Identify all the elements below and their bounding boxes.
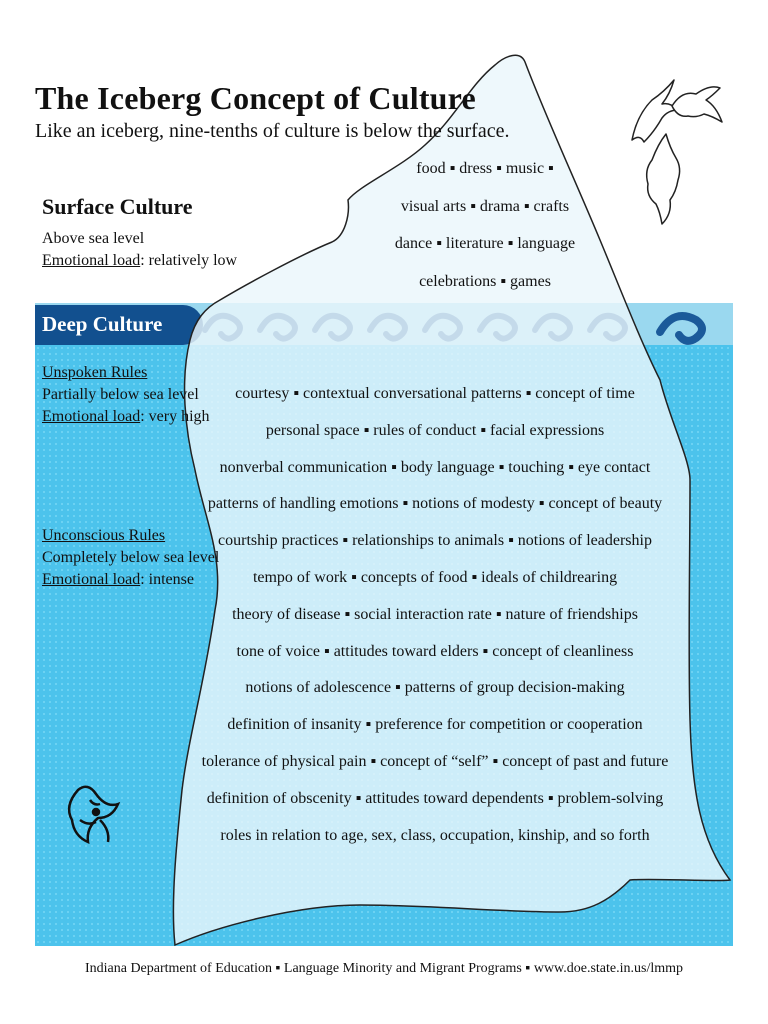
unconscious-level-text: Completely below sea level	[42, 549, 220, 566]
deep-item: definition of obscenity ▪ attitudes toward dependents ▪ problem-solving	[206, 789, 664, 807]
deep-item: tolerance of physical pain ▪ concept of “self” ▪ concept of past and future	[201, 752, 669, 770]
deep-item: personal space ▪ rules of conduct ▪ facial expressions	[265, 421, 605, 439]
deep-item: roles in relation to age, sex, class, occupation, kinship, and so forth	[220, 826, 650, 844]
page-footer: Indiana Department of Education ▪ Language Minority and Migrant Programs ▪ www.doe.state.in.us/lmmp	[84, 961, 684, 976]
deep-item: tempo of work ▪ concepts of food ▪ ideals of childrearing	[252, 568, 618, 586]
deep-item: notions of adolescence ▪ patterns of group decision-making	[245, 679, 625, 697]
unspoken-rules-heading: Unspoken Rules	[42, 364, 148, 381]
surface-culture-heading: Surface Culture	[42, 194, 193, 219]
deep-item: nonverbal communication ▪ body language ▪ touching ▪ eye contact	[219, 458, 651, 476]
unspoken-rules-info	[42, 362, 210, 428]
unconscious-rules-info	[42, 525, 219, 591]
deep-item: theory of disease ▪ social interaction rate ▪ nature of friendships	[232, 605, 638, 623]
unspoken-load-label: Emotional load	[42, 408, 141, 425]
unconscious-load-label: Emotional load	[42, 571, 141, 588]
surface-level-text: Above sea level	[42, 230, 145, 247]
page-title: The Iceberg Concept of Culture	[35, 80, 476, 116]
unspoken-load-value: : very high	[140, 408, 210, 425]
unconscious-load-line	[42, 569, 219, 591]
unspoken-load-line	[42, 406, 210, 428]
surface-load-label: Emotional load	[42, 252, 141, 269]
unspoken-level-text: Partially below sea level	[42, 386, 199, 403]
unconscious-rules-heading: Unconscious Rules	[42, 527, 166, 544]
deep-item: courtship practices ▪ relationships to animals ▪ notions of leadership	[218, 532, 652, 550]
fish-art-icon	[69, 787, 118, 842]
deep-item: tone of voice ▪ attitudes toward elders ▪ concept of cleanliness	[236, 642, 634, 660]
deep-item: patterns of handling emotions ▪ notions of modesty ▪ concept of beauty	[207, 495, 663, 513]
surface-culture-info	[42, 228, 237, 272]
surface-item: food ▪ dress ▪ music ▪	[416, 160, 554, 177]
deep-culture-heading: Deep Culture	[42, 312, 163, 336]
deep-item: definition of insanity ▪ preference for competition or cooperation	[227, 716, 643, 734]
surface-item: dance ▪ literature ▪ language	[394, 235, 576, 252]
surface-item: visual arts ▪ drama ▪ crafts	[400, 197, 570, 215]
surface-item: celebrations ▪ games	[419, 272, 551, 290]
page-subtitle: Like an iceberg, nine-tenths of culture is below the surface.	[35, 120, 510, 142]
deep-culture-list	[200, 376, 670, 854]
surface-load-line	[42, 250, 237, 272]
surface-culture-list	[370, 150, 600, 300]
surface-load-value: : relatively low	[140, 252, 238, 269]
seagulls-icon	[632, 80, 722, 224]
deep-item: courtesy ▪ contextual conversational patterns ▪ concept of time	[235, 385, 635, 402]
unconscious-load-value: : intense	[140, 571, 194, 588]
